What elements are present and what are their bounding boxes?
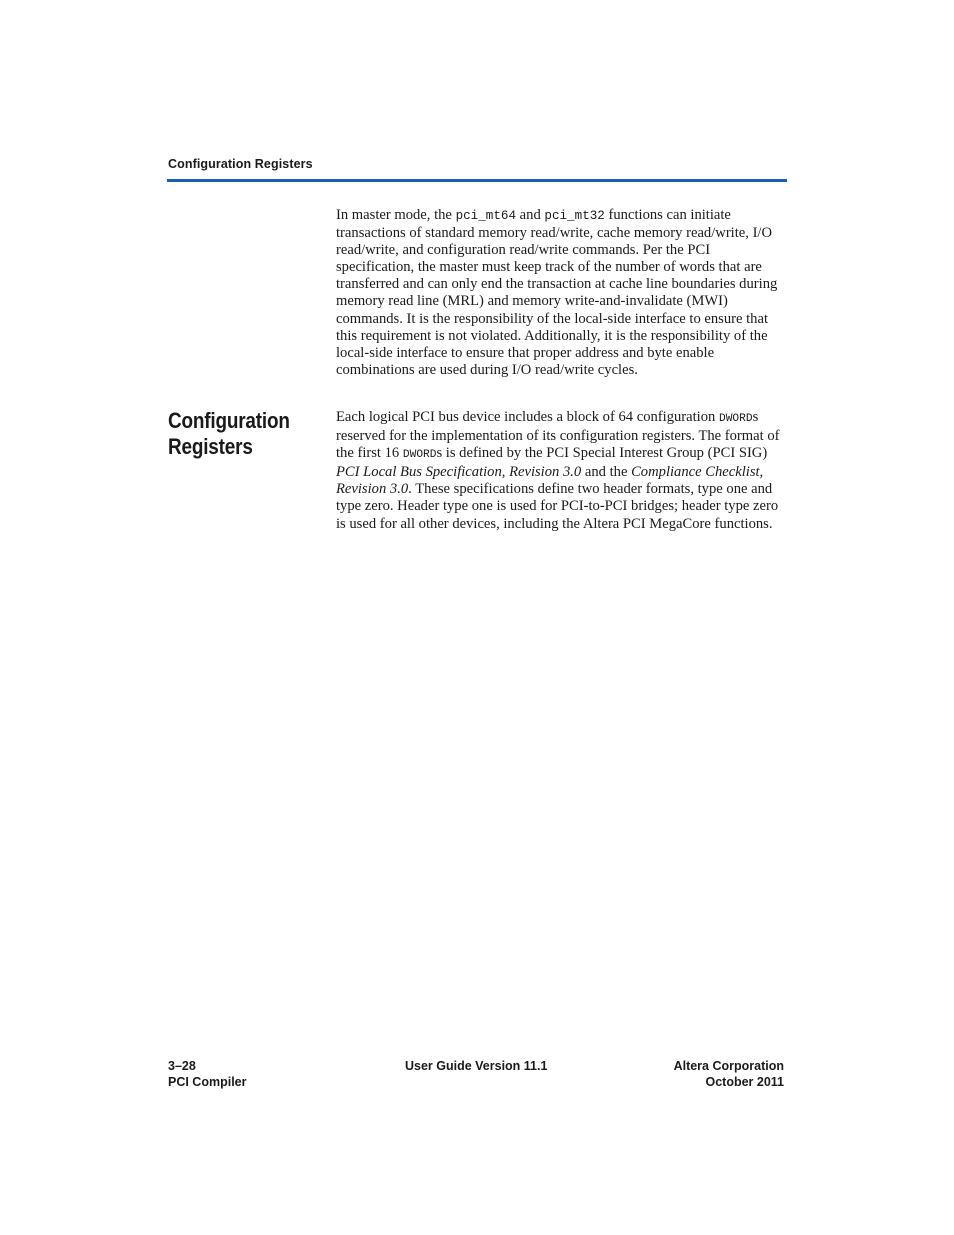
section-text-2: s reserved for the implementation of its configuration registers. The format of the first 16 <box>336 409 780 462</box>
spec-title-italic: PCI Local Bus Specification, Revision 3.0 <box>336 464 582 481</box>
section-text-5: . These specifications define two header formats, type one and type zero. Header type one is used for PCI-to-PCI bridges; header type zero is used for all other devices, including the Altera PCI MegaCore functions. <box>336 481 779 532</box>
code-dword-2: DWORD <box>402 449 437 462</box>
code-pci-mt64: pci_mt64 <box>455 209 517 223</box>
section-text-3: s is defined by the PCI Special Interest Group (PCI SIG) <box>436 445 768 462</box>
footer-center <box>405 1059 547 1075</box>
section-text-1: Each logical PCI bus device includes a block of 64 configuration <box>336 409 719 425</box>
guide-version: User Guide Version 11.1 <box>405 1059 548 1073</box>
section-paragraph <box>336 409 788 533</box>
footer-left <box>168 1059 247 1090</box>
section-heading-line-1: Configuration <box>168 408 290 433</box>
intro-text-3: functions can initiate transactions of standard memory read/write, cache memory read/write, I/O read/write, and configuration read/write commands. Per the PCI specification, the master must keep track of the number of words that are transferred and can only end the transaction at cache line boundaries during memory read line (MRL) and memory write-and-invalidate (MWI) commands. It is the responsibility of the local-side interface to ensure that this requirement is not violated. Additionally, it is the responsibility of the local-side interface to ensure that proper address and byte enable combinations are used during I/O read/write cycles. <box>336 207 778 378</box>
header-rule <box>167 179 787 182</box>
code-dword-1: DWORD <box>718 413 753 425</box>
checklist-title-italic: Compliance Checklist, Revision 3.0 <box>336 464 764 498</box>
publication-date: October 2011 <box>705 1074 784 1089</box>
footer-right <box>674 1059 784 1090</box>
section-heading-line-2: Registers <box>168 434 253 459</box>
running-header-title: Configuration Registers <box>168 157 313 171</box>
company-name: Altera Corporation <box>673 1059 784 1073</box>
intro-text-2: and <box>516 207 545 223</box>
page-number: 3–28 <box>168 1059 196 1073</box>
section-heading <box>168 408 297 460</box>
intro-paragraph <box>336 207 788 379</box>
code-pci-mt32: pci_mt32 <box>544 209 605 223</box>
section-text-4: and the <box>581 464 632 481</box>
intro-text-1: In master mode, the <box>336 207 456 223</box>
product-name: PCI Compiler <box>168 1074 247 1089</box>
